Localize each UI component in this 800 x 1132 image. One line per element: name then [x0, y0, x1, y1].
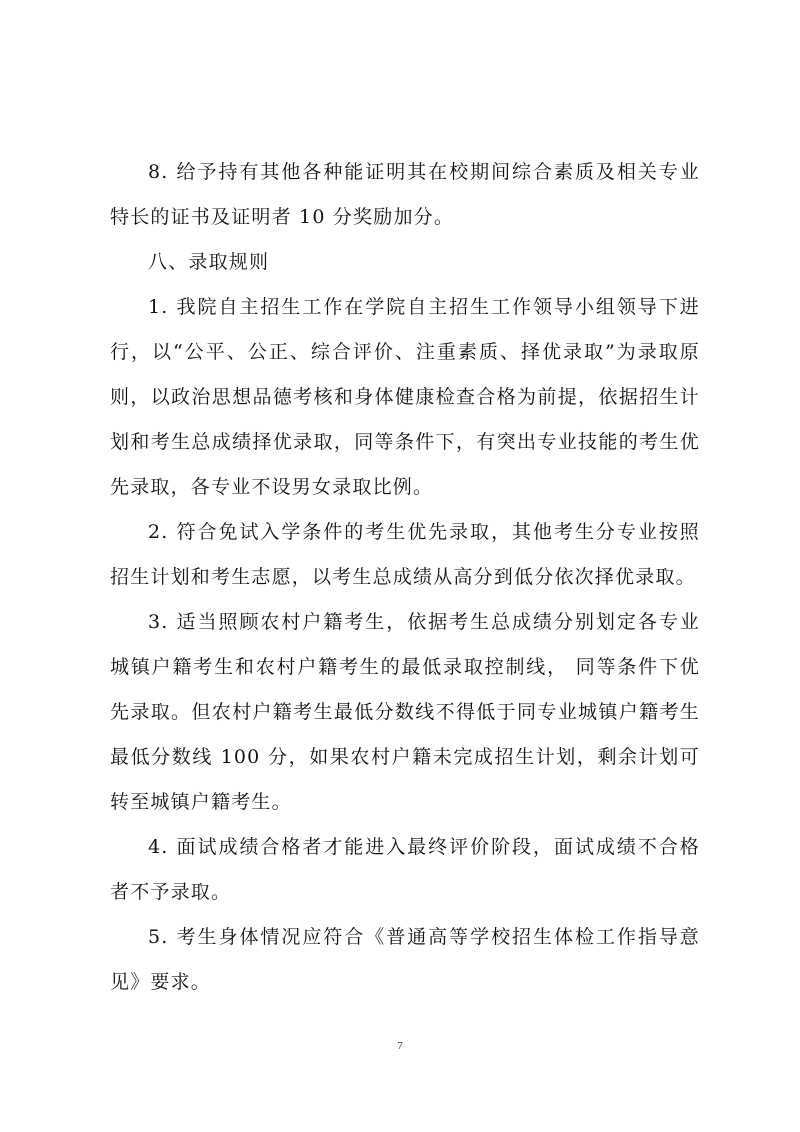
page-number: 7: [397, 1040, 403, 1052]
rule-paragraph-4: 4. 面试成绩合格者才能进入最终评价阶段，面试成绩不合格者不予录取。: [110, 836, 700, 903]
rule-paragraph-2: 2. 符合免试入学条件的考生优先录取，其他考生分专业按照招生计划和考生志愿，以考生总成绩从高分到低分依次择优录取。: [110, 521, 700, 588]
section-heading-admission-rules: 八、录取规则: [148, 251, 270, 273]
rule-paragraph-5: 5. 考生身体情况应符合《普通高等学校招生体检工作指导意见》要求。: [110, 926, 700, 993]
rule-paragraph-3: 3. 适当照顾农村户籍考生，依据考生总成绩分别划定各专业城镇户籍考生和农村户籍考生的最低录取控制线， 同等条件下优先录取。但农村户籍考生最低分数线不得低于同专业城镇户籍考生最低分数线 100 分，如果农村户籍未完成招生计划，剩余计划可转至城镇户籍考生。: [110, 611, 700, 813]
rule-paragraph-1: 1. 我院自主招生工作在学院自主招生工作领导小组领导下进行，以“公平、公正、综合评价、注重素质、择优录取”为录取原则，以政治思想品德考核和身体健康检查合格为前提，依据招生计划和考生总成绩择优录取，同等条件下，有突出专业技能的考生优先录取，各专业不设男女录取比例。: [110, 296, 700, 498]
paragraph-bonus-points: 8. 给予持有其他各种能证明其在校期间综合素质及相关专业特长的证书及证明者 10 分奖励加分。: [110, 161, 700, 228]
document-body: [110, 150, 700, 1005]
